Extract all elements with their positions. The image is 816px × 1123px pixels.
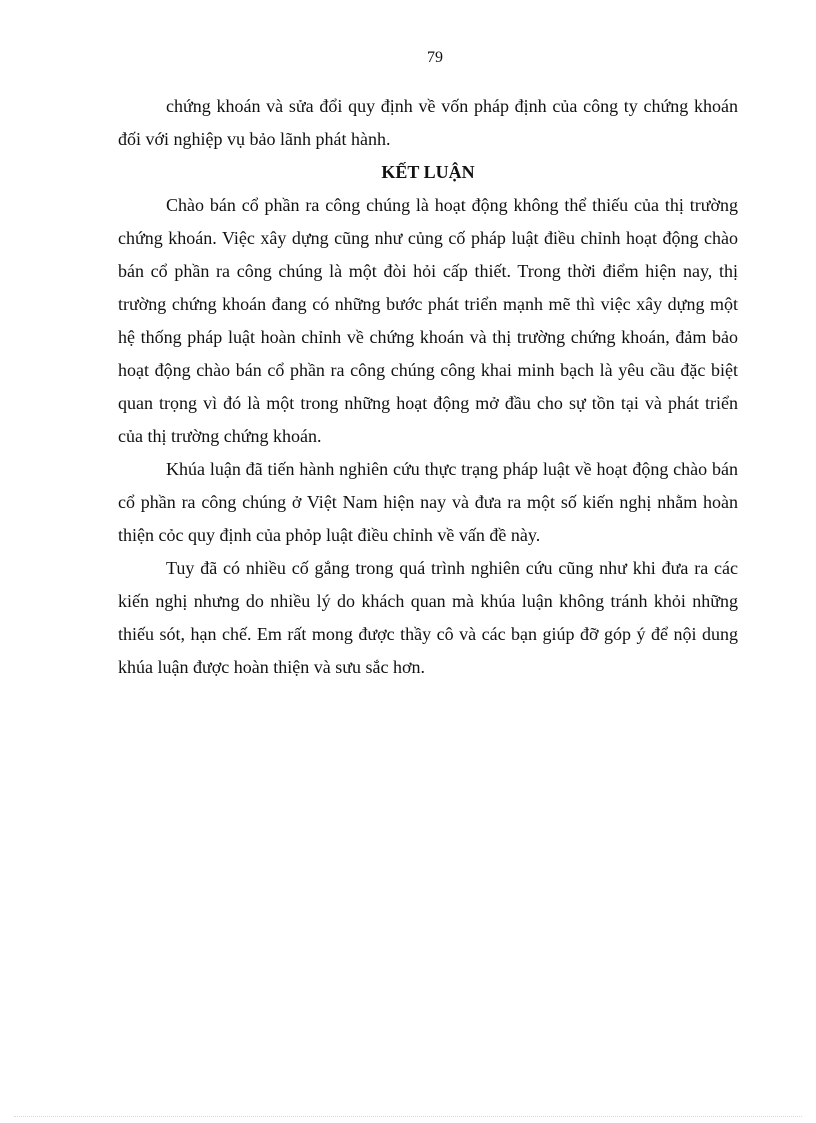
body-paragraph-1: Chào bán cổ phần ra công chúng là hoạt động không thể thiếu của thị trường chứng khoán. Việc xây dựng cũng như củng cố pháp luật điều chỉnh hoạt động chào bán cổ phần ra công chúng là một đòi hỏi cấp thiết. Trong thời điểm hiện nay, thị trường chứng khoán đang có những bước phát triển mạnh mẽ thì việc xây dựng một hệ thống pháp luật hoàn chỉnh về chứng khoán và thị trường chứng khoán, đảm bảo hoạt động chào bán cổ phần ra công chúng công khai minh bạch là yêu cầu đặc biệt quan trọng vì đó là một trong những hoạt động mở đầu cho sự tồn tại và phát triển của thị trường chứng khoán. <box>118 195 738 446</box>
page-number: 79 <box>427 49 443 66</box>
section-heading: KẾT LUẬN <box>381 162 475 182</box>
page-content <box>118 90 738 684</box>
page-bottom-border <box>14 1116 802 1117</box>
body-paragraph-2: Khúa luận đã tiến hành nghiên cứu thực trạng pháp luật về hoạt động chào bán cổ phần ra công chúng ở Việt Nam hiện nay và đưa ra một số kiến nghị nhằm hoàn thiện cỏc quy định của phỏp luật điều chỉnh về vấn đề này. <box>118 459 738 545</box>
continuation-paragraph: chứng khoán và sửa đổi quy định về vốn pháp định của công ty chứng khoán đối với nghiệp vụ bảo lãnh phát hành. <box>118 96 738 149</box>
body-paragraph-3: Tuy đã có nhiều cố gắng trong quá trình nghiên cứu cũng như khi đưa ra các kiến nghị nhưng do nhiều lý do khách quan mà khúa luận không tránh khỏi những thiếu sót, hạn chế. Em rất mong được thầy cô và các bạn giúp đỡ góp ý để nội dung khúa luận được hoàn thiện và sưu sắc hơn. <box>118 558 738 677</box>
